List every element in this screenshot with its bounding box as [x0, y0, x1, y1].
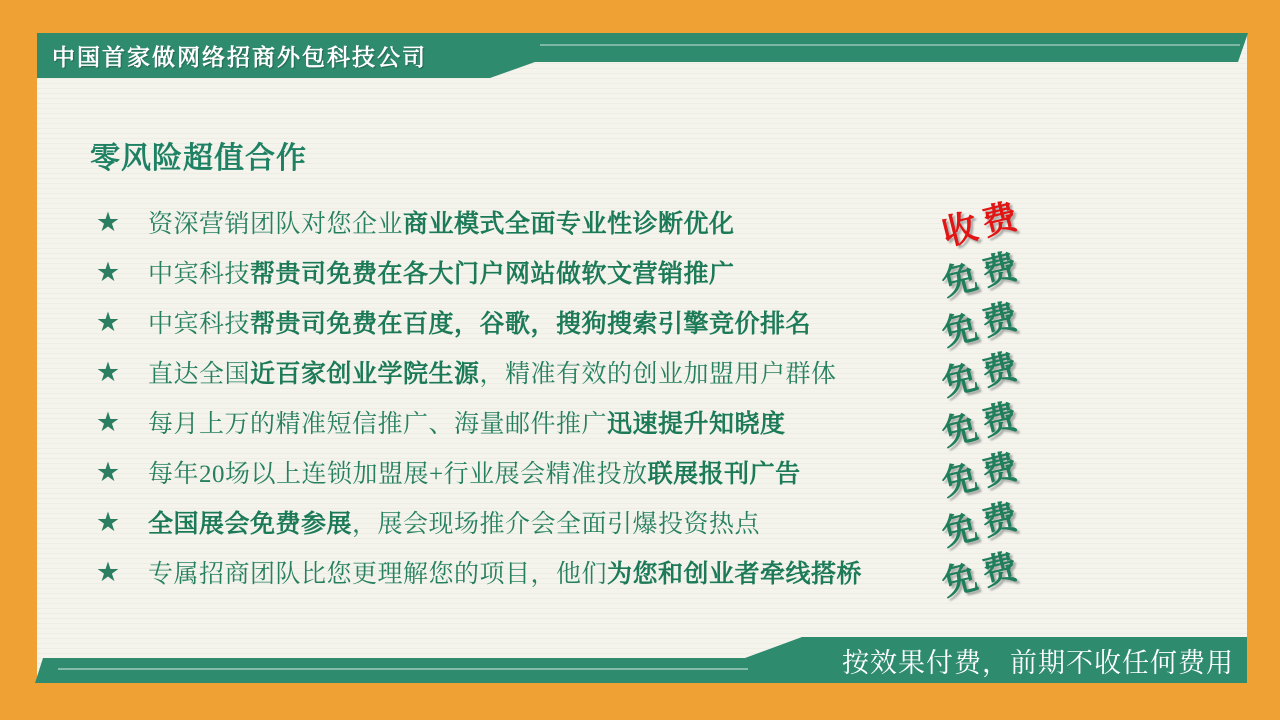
benefit-text [148, 204, 922, 240]
benefit-row [88, 394, 1042, 455]
benefit-rows [88, 194, 1042, 605]
benefit-text [148, 504, 922, 540]
benefit-text-segment: 中宾科技 [148, 261, 251, 288]
star-icon: ★ [95, 356, 121, 387]
benefit-row [88, 344, 1042, 405]
star-icon: ★ [95, 406, 121, 437]
star-icon: ★ [95, 256, 121, 287]
footer-slogan: 按效果付费，前期不收任何费用 [842, 647, 1234, 678]
benefit-row [88, 494, 1042, 555]
benefit-text-segment: 全国展会免费参展 [148, 511, 353, 538]
benefit-text-segment: 直达全国 [148, 361, 251, 388]
star-icon: ★ [95, 556, 121, 587]
benefit-text-segment: 迅速提升知晓度 [607, 411, 786, 438]
star-icon: ★ [95, 456, 121, 487]
benefit-row [88, 194, 1042, 255]
benefit-text-segment: 为您和创业者牵线搭桥 [607, 561, 863, 588]
benefit-text [148, 404, 922, 440]
benefit-row [88, 244, 1042, 305]
benefit-text-segment: 联展报刊广告 [647, 461, 801, 488]
benefit-text-segment: 商业模式全面专业性诊断优化 [403, 211, 735, 238]
fee-tag: 收费 [937, 194, 1028, 255]
star-icon: ★ [95, 306, 121, 337]
benefit-row [88, 294, 1042, 355]
benefit-text-segment: 资深营销团队对您企业 [148, 211, 404, 238]
footer-ribbon-highlight-line [58, 668, 748, 670]
benefit-text-segment: ，展会现场推介会全面引爆投资热点 [352, 511, 761, 538]
benefit-text-segment: 中宾科技 [148, 311, 251, 338]
benefit-text [148, 354, 922, 390]
fee-tag: 免费 [937, 394, 1028, 455]
fee-tag: 免费 [937, 344, 1028, 405]
fee-tag: 免费 [937, 244, 1028, 305]
star-icon: ★ [95, 206, 121, 237]
benefit-text-segment: ，精准有效的创业加盟用户群体 [479, 361, 837, 388]
benefit-text-segment: 近百家创业学院生源 [250, 361, 480, 388]
fee-tag: 免费 [937, 294, 1028, 355]
company-name: 中国首家做网络招商外包科技公司 [52, 44, 427, 70]
benefit-text [148, 454, 922, 490]
fee-tag: 免费 [937, 494, 1028, 555]
benefit-text [148, 554, 922, 590]
benefit-text-segment: 专属招商团队比您更理解您的项目，他们 [148, 561, 608, 588]
star-icon: ★ [95, 506, 121, 537]
benefit-text-segment: 帮贵司免费在百度，谷歌，搜狗搜索引擎竞价排名 [250, 311, 812, 338]
benefit-text [148, 254, 922, 290]
fee-tag: 免费 [937, 444, 1028, 505]
benefit-text-segment: 帮贵司免费在各大门户网站做软文营销推广 [250, 261, 735, 288]
benefit-text-segment: 每年20场以上连锁加盟展+行业展会精准投放 [148, 461, 648, 488]
benefit-text-segment: 每月上万的精准短信推广、海量邮件推广 [148, 411, 608, 438]
fee-tag: 免费 [937, 544, 1028, 605]
benefit-text [148, 304, 922, 340]
benefit-row [88, 544, 1042, 605]
benefit-row [88, 444, 1042, 505]
header-ribbon-highlight-line [540, 44, 1240, 46]
page-title: 零风险超值合作 [90, 142, 307, 175]
